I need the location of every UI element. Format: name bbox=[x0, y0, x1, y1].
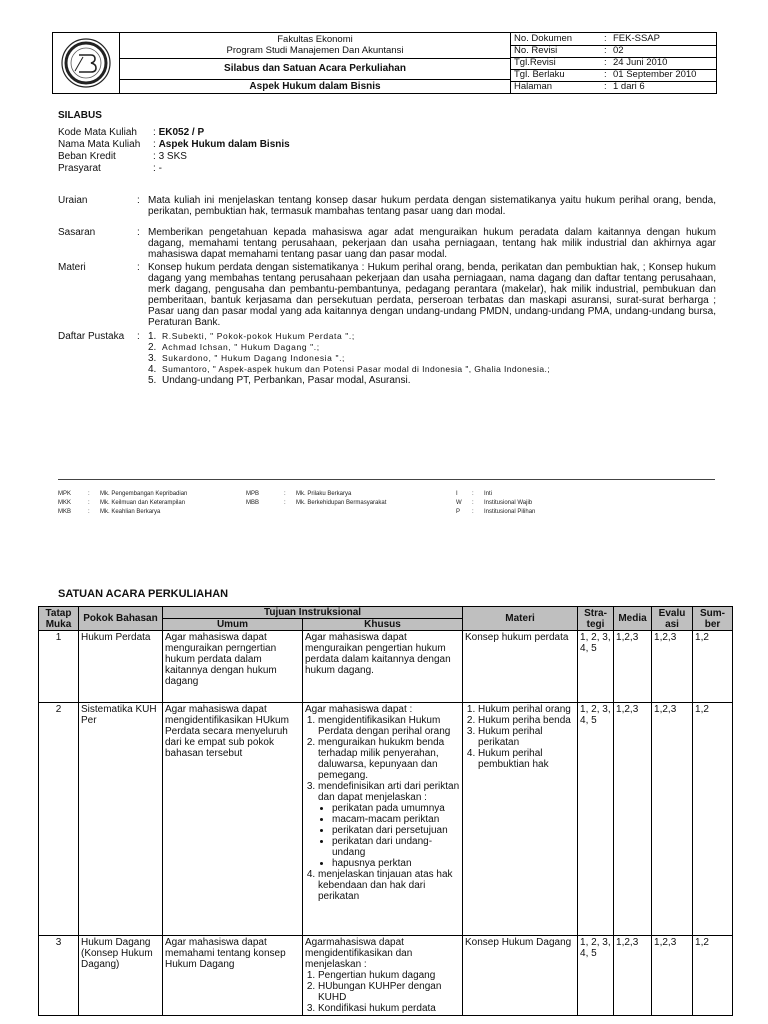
bullet-list bbox=[318, 803, 460, 869]
doc-title: Silabus dan Satuan Acara Perkuliahan bbox=[120, 58, 510, 80]
uraian-label: Uraian bbox=[58, 195, 88, 206]
list-item: 2. menguraikan hukukm benda terhadap milik penyerahan, daluwarsa, kepunyaan dan pemegang. bbox=[318, 737, 460, 781]
cell-media: 1,2,3 bbox=[614, 703, 652, 936]
cell-khusus: Agar mahasiswa dapat menguraikan pengertian hukum perdata dalam kaitannya dengan hukum dagang. bbox=[303, 631, 463, 703]
cell-pokok: Sistematika KUH Per bbox=[79, 703, 163, 936]
prasyarat-label: Prasyarat bbox=[58, 163, 101, 174]
materi-label: Materi bbox=[58, 262, 86, 273]
list-item: 1. mengidentifikasikan Hukum Perdata dengan perihal orang bbox=[318, 715, 460, 737]
list-item: • perikatan dari undang-undang bbox=[332, 836, 460, 858]
legend-item: W : Institusional Wajib bbox=[456, 500, 533, 506]
nama-label: Nama Mata Kuliah bbox=[58, 139, 141, 150]
document-header bbox=[52, 32, 717, 94]
cell-pokok: Hukum Dagang (Konsep Hukum Dagang) bbox=[79, 936, 163, 1016]
cell-umum: Agar mahasiswa dapat memahami tentang konsep Hukum Dagang bbox=[163, 936, 303, 1016]
list-item: 1. Hukum perihal orang bbox=[478, 704, 575, 715]
legend-item: I : Inti bbox=[456, 491, 493, 497]
meta-value: 01 September 2010 bbox=[613, 69, 697, 80]
meta-row: No. Revisi : 02 bbox=[511, 45, 716, 58]
pustaka-item: 1. R.Subekti, " Pokok-pokok Hukum Perdata ".; bbox=[148, 331, 355, 342]
kode-label: Kode Mata Kuliah bbox=[58, 127, 137, 138]
cell-tatap: 2 bbox=[39, 703, 79, 936]
materi-text: Konsep hukum perdata dengan sistematikanya : Hukum perihal orang, benda, perikatan dan pembuktian hak, ; Konsep hukum dagang yang membahas tentang perusahaan pekerjaan dan usaha perniagaan, nama dagang dan daftar tentang perusahaan, merk dagang, pengusaha dan pembantu-pembantunya, pedagang perantara (makelar), hak milik industrial, pembukuan dan pemberitaan, bantuk kerjasama dan persekutuan perdata, perseroan terbatas dan maskapi asuransi, surat-surat berharga ; Pasar uang dan pasar modal yang ada kaitannya dengan undang-undang PMDN, undang-undang PMA, undang-undang bursa, Peraturan Bank. bbox=[148, 262, 716, 328]
pustaka-item: 4. Sumantoro, " Aspek-aspek hukum dan Potensi Pasar modal di Indonesia ", Ghalia Indonesia.; bbox=[148, 364, 550, 375]
cell-khusus bbox=[303, 936, 463, 1016]
legend-group-mid bbox=[246, 490, 386, 508]
list-item: • hapusnya perktan bbox=[332, 858, 460, 869]
course-title: Aspek Hukum dalam Bisnis bbox=[249, 81, 381, 92]
list-item: 2. HUbungan KUHPer dengan KUHD bbox=[318, 981, 460, 1003]
header-strategi: Stra-tegi bbox=[578, 607, 614, 631]
meta-key: Tgl. Berlaku bbox=[514, 69, 565, 80]
cell-evaluasi: 1,2,3 bbox=[652, 631, 693, 703]
table-row bbox=[39, 703, 733, 936]
header-pokok-bahasan: Pokok Bahasan bbox=[79, 607, 163, 631]
cell-strategi: 1, 2, 3, 4, 5 bbox=[578, 703, 614, 936]
faculty-name: Fakultas Ekonomi bbox=[277, 34, 353, 45]
cell-materi: Konsep Hukum Dagang bbox=[463, 936, 578, 1016]
meta-row: Tgl.Revisi : 24 Juni 2010 bbox=[511, 57, 716, 70]
header-evaluasi: Evalu asi bbox=[652, 607, 693, 631]
table-row bbox=[39, 631, 733, 703]
header-umum: Umum bbox=[163, 619, 303, 631]
cell-sumber: 1,2 bbox=[693, 936, 733, 1016]
pustaka-label: Daftar Pustaka bbox=[58, 331, 125, 342]
cell-strategi: 1, 2, 3, 4, 5 bbox=[578, 936, 614, 1016]
legend-item: MKB : Mk. Keahlian Berkarya bbox=[58, 509, 161, 515]
sasaran-label: Sasaran bbox=[58, 227, 96, 238]
cell-media: 1,2,3 bbox=[614, 936, 652, 1016]
legend-divider bbox=[58, 479, 715, 480]
cell-materi bbox=[463, 703, 578, 936]
kode-value: EK052 / P bbox=[158, 127, 205, 138]
beban-label: Beban Kredit bbox=[58, 151, 116, 162]
list-item: • perikatan dari persetujuan bbox=[332, 825, 460, 836]
pustaka-item: 5. Undang-undang PT, Perbankan, Pasar modal, Asuransi. bbox=[148, 375, 411, 386]
list-item: • perikatan pada umumnya bbox=[332, 803, 460, 814]
cell-tatap: 3 bbox=[39, 936, 79, 1016]
table-row bbox=[39, 936, 733, 1016]
sasaran-text: Memberikan pengetahuan kepada mahasiswa agar adat menguraikan hukum peradata dalam kaitannya dengan hukum dagang, memahami tentang perusahaan, pekerjaan dan usaha perniagaan, tentang hak milik industrial dan akhirnya agar mahasiswa dapat memahami tentang pasar uang dan pasar modal. bbox=[148, 227, 716, 260]
cell-sumber: 1,2 bbox=[693, 631, 733, 703]
sap-heading: SATUAN ACARA PERKULIAHAN bbox=[58, 588, 229, 600]
list-item: 1. Pengertian hukum dagang bbox=[318, 970, 460, 981]
list-item: 4. Hukum perihal pembuktian hak bbox=[478, 748, 575, 770]
program-name: Program Studi Manajemen Dan Akuntansi bbox=[226, 45, 404, 56]
meta-value: 02 bbox=[613, 45, 624, 56]
legend-item: MKK : Mk. Keilmuan dan Keterampilan bbox=[58, 500, 186, 506]
uraian-text: Mata kuliah ini menjelaskan tentang konsep dasar hukum perdata dengan sistematikanya yaitu hukum perihal orang, benda, perikatan, pembuktian hak, termasuk mambahas tentang pasar uang dan modal. bbox=[148, 195, 716, 217]
cell-strategi: 1, 2, 3, 4, 5 bbox=[578, 631, 614, 703]
beban-value: 3 SKS bbox=[158, 151, 187, 162]
legend-group-right bbox=[456, 490, 535, 517]
list-item: • macam-macam periktan bbox=[332, 814, 460, 825]
cell-evaluasi: 1,2,3 bbox=[652, 936, 693, 1016]
document-meta bbox=[511, 33, 716, 93]
list-item: 3. Kondifikasi hukum perdata bbox=[318, 1003, 460, 1014]
meta-key: No. Dokumen bbox=[514, 33, 573, 44]
university-logo-icon bbox=[53, 33, 119, 93]
meta-row: No. Dokumen : FEK-SSAP bbox=[511, 33, 716, 46]
logo-cell bbox=[53, 33, 120, 93]
list-item: 3. mendefinisikan arti dari periktan dan dapat menjelaskan : • perikatan pada umumnya • macam-macam periktan • perikatan dari persetujuan • perikatan dari undang-undang • hapusnya perktan bbox=[318, 781, 460, 869]
header-sumber: Sum-ber bbox=[693, 607, 733, 631]
cell-materi: Konsep hukum perdata bbox=[463, 631, 578, 703]
meta-key: Tgl.Revisi bbox=[514, 57, 556, 68]
prasyarat-value: - bbox=[158, 163, 162, 174]
meta-value: 24 Juni 2010 bbox=[613, 57, 668, 68]
cell-khusus bbox=[303, 703, 463, 936]
cell-tatap: 1 bbox=[39, 631, 79, 703]
sap-table bbox=[38, 606, 733, 1016]
khusus-list bbox=[305, 970, 460, 1014]
cell-pokok: Hukum Perdata bbox=[79, 631, 163, 703]
legend-item: P : Institusional Pilihan bbox=[456, 509, 536, 515]
list-item: 2. Hukum periha benda bbox=[478, 715, 575, 726]
khusus-intro: Agarmahasiswa dapat mengidentifikasikan dan menjelaskan : bbox=[305, 937, 413, 970]
header-tujuan: Tujuan Instruksional bbox=[163, 607, 463, 619]
meta-value: 1 dari 6 bbox=[613, 81, 645, 92]
materi-list bbox=[465, 704, 575, 770]
cell-umum: Agar mahasiswa dapat menguraikan perngertian hukum perdata dalam kaitannya dengan hukum dagang bbox=[163, 631, 303, 703]
meta-key: Halaman bbox=[514, 81, 553, 92]
header-media: Media bbox=[614, 607, 652, 631]
pustaka-item: 2. Achmad Ichsan, " Hukum Dagang ".; bbox=[148, 342, 320, 353]
legend-item: MPK : Mk. Pengembangan Kepribadian bbox=[58, 491, 188, 497]
meta-value: FEK-SSAP bbox=[613, 33, 660, 44]
legend-item: MPB : Mk. Prilaku Berkarya bbox=[246, 491, 352, 497]
meta-row: Halaman : 1 dari 6 bbox=[514, 81, 645, 92]
pustaka-item: 3. Sukardono, " Hukum Dagang Indonesia ".; bbox=[148, 353, 346, 364]
header-khusus: Khusus bbox=[303, 619, 463, 631]
cell-umum: Agar mahasiswa dapat mengidentifikasikan HUkum Perdata secara menyeluruh dari ke empat sub pokok bahasan tersebut bbox=[163, 703, 303, 936]
khusus-list bbox=[305, 715, 460, 902]
cell-evaluasi: 1,2,3 bbox=[652, 703, 693, 936]
legend-item: MBB : Mk. Berkehidupan Bermasyarakat bbox=[246, 500, 387, 506]
khusus-intro: Agar mahasiswa dapat : bbox=[305, 704, 413, 715]
cell-media: 1,2,3 bbox=[614, 631, 652, 703]
legend-group-left bbox=[58, 490, 187, 517]
header-materi: Materi bbox=[463, 607, 578, 631]
list-item: 3. Hukum perihal perikatan bbox=[478, 726, 575, 748]
meta-row: Tgl. Berlaku : 01 September 2010 bbox=[511, 69, 716, 82]
header-tatap-muka: Tatap Muka bbox=[39, 607, 79, 631]
list-item: 4. menjelaskan tinjauan atas hak kebendaan dan hak dari perikatan bbox=[318, 869, 460, 902]
pustaka-list bbox=[148, 331, 718, 386]
cell-sumber: 1,2 bbox=[693, 703, 733, 936]
silabus-heading: SILABUS bbox=[58, 110, 102, 121]
faculty-program-cell bbox=[120, 33, 510, 59]
meta-key: No. Revisi bbox=[514, 45, 558, 56]
nama-value: Aspek Hukum dalam Bisnis bbox=[158, 139, 290, 150]
